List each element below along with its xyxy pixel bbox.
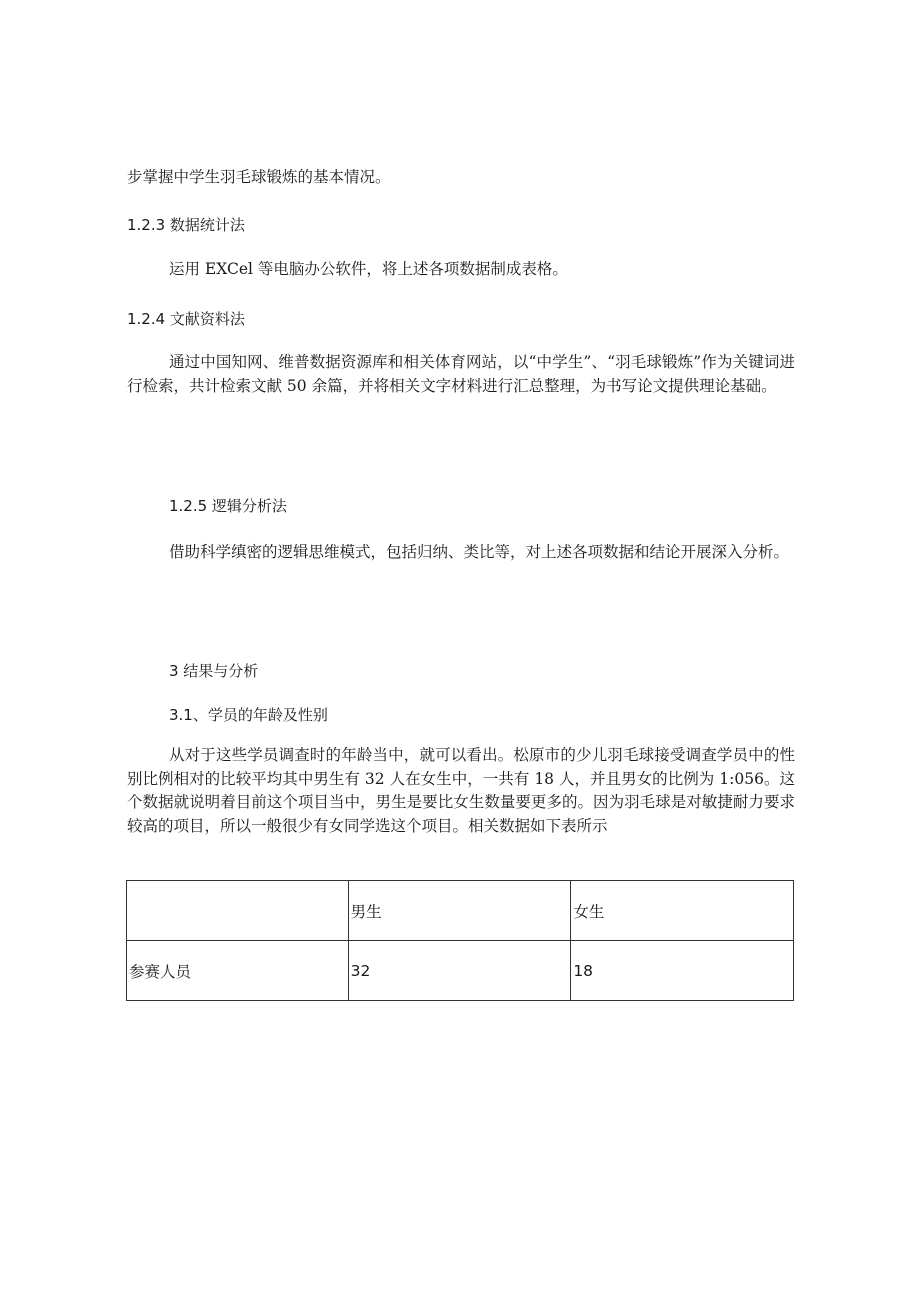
table-header-female: 女生 [571, 881, 794, 941]
paragraph-data-statistics: 运用 EXCel 等电脑办公软件，将上述各项数据制成表格。 [169, 260, 568, 278]
table-cell [127, 881, 349, 941]
table-cell-male-count: 32 [348, 941, 571, 1001]
paragraph-age-gender: 从对于这些学员调查时的年龄当中，就可以看出。松原市的少儿羽毛球接受调查学员中的性别比例相对的比较平均其中男生有 32 人在女生中，一共有 18 人，并且男女的比例为 1:056。这个数据就说明着目前这个项目当中，男生是要比女生数量要更多的。因为羽毛球是对敏捷耐力要求较高的项目，所以一般很少有女同学选这个项目。相关数据如下表所示 [127, 746, 795, 835]
heading-1-2-3: 1.2.3 数据统计法 [127, 216, 245, 234]
table-header-male: 男生 [348, 881, 571, 941]
table-row-label: 参赛人员 [127, 941, 349, 1001]
continued-paragraph: 步掌握中学生羽毛球锻炼的基本情况。 [127, 168, 391, 186]
heading-3-1: 3.1、学员的年龄及性别 [169, 706, 328, 724]
heading-1-2-4: 1.2.4 文献资料法 [127, 310, 245, 328]
table-cell-female-count: 18 [571, 941, 794, 1001]
table-header-row [127, 881, 794, 941]
gender-table [126, 880, 794, 1001]
heading-3: 3 结果与分析 [169, 662, 259, 680]
table-row [127, 941, 794, 1001]
heading-1-2-5: 1.2.5 逻辑分析法 [169, 497, 287, 515]
paragraph-logic-analysis: 借助科学缜密的逻辑思维模式，包括归纳、类比等，对上述各项数据和结论开展深入分析。 [169, 543, 790, 561]
paragraph-literature: 通过中国知网、维普数据资源库和相关体育网站，以“中学生”、“羽毛球锻炼”作为关键词进行检索，共计检索文献 50 余篇，并将相关文字材料进行汇总整理，为书写论文提供理论基础。 [127, 353, 795, 395]
